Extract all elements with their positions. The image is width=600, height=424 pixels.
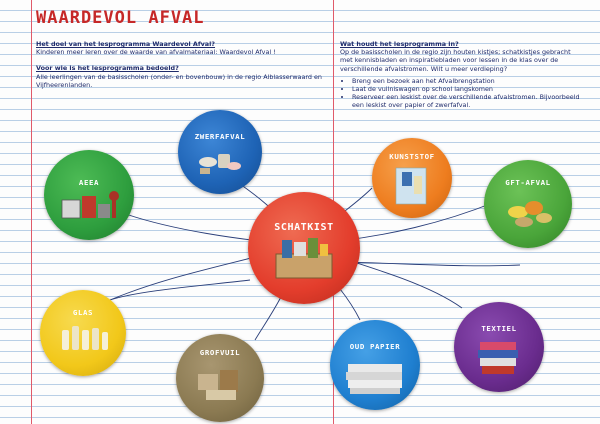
- audience-question: Voor wie is het lesprogramma bedoeld?: [36, 64, 179, 73]
- label-zwerfafval: ZWERFAFVAL: [194, 132, 246, 141]
- paper-stack-illustration: [330, 320, 420, 410]
- goal-question: Het doel van het lesprogramma Waardevol Afval?: [36, 40, 216, 48]
- organic-waste-illustration: [484, 160, 572, 248]
- category-kunststof[interactable]: [372, 138, 452, 218]
- option-item: • Laat de vuilniswagen op school langskomen: [352, 85, 585, 93]
- category-textiel[interactable]: [454, 302, 544, 392]
- bulky-waste-illustration: [176, 334, 264, 422]
- label-oudpapier: OUD PAPIER: [349, 342, 401, 351]
- plastics-illustration: [372, 138, 452, 218]
- label-grofvuil: GROFVUIL: [199, 348, 241, 357]
- category-schatkist[interactable]: [248, 192, 360, 304]
- label-aeea: AEEA: [78, 178, 100, 187]
- content-answer: Op de basisscholen in de regio zijn houten kistjes; schatkistjes gebracht met kennisbladen en inspiratiebladen voor lessen in de klas over de verschillende afvalstromen. Wilt u meer verdieping?: [340, 48, 571, 73]
- appliances-illustration: [44, 150, 134, 240]
- glass-bottles-illustration: [40, 290, 126, 376]
- label-glas: GLAS: [72, 308, 94, 317]
- category-aeea[interactable]: [44, 150, 134, 240]
- category-glas[interactable]: [40, 290, 126, 376]
- connector-extra-left: [110, 280, 250, 300]
- category-grofvuil[interactable]: [176, 334, 264, 422]
- category-zwerfafval[interactable]: [178, 110, 262, 194]
- label-textiel: TEXTIEL: [481, 324, 517, 333]
- category-gft[interactable]: [484, 160, 572, 248]
- audience-answer: Alle leerlingen van de basisscholen (onder- en bovenbouw) in de regio Alblasserwaard en Vijfheerenlanden.: [36, 72, 322, 89]
- label-schatkist: SCHATKIST: [274, 222, 334, 233]
- litter-illustration: [178, 110, 262, 194]
- option-item: • Breng een bezoek aan het Afvalbrengstation: [352, 77, 585, 85]
- option-item: • Reserveer een leskist over de verschillende afvalstromen. Bijvoorbeeld een leskist over papier of zwerfafval.: [352, 93, 585, 109]
- page-title: WAARDEVOL AFVAL: [36, 8, 205, 28]
- treasure-chest-illustration: [248, 192, 360, 304]
- label-gft: GFT-AFVAL: [505, 178, 551, 187]
- goal-answer: Kinderen meer leren over de waarde van afvalmateriaal: Waardevol Afval !: [36, 48, 276, 57]
- content-question: Wat houdt het lesprogramma in?: [340, 40, 459, 48]
- label-kunststof: KUNSTSTOF: [389, 152, 435, 161]
- clothes-illustration: [454, 302, 544, 392]
- category-oudpapier[interactable]: [330, 320, 420, 410]
